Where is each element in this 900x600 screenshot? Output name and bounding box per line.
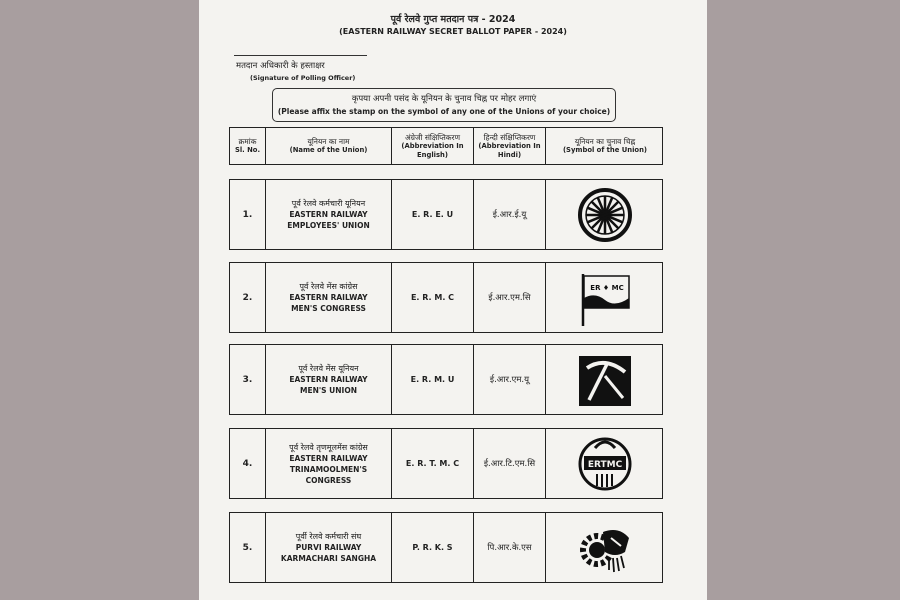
svg-text:ERTMC: ERTMC xyxy=(587,459,623,470)
table-row xyxy=(229,179,663,250)
signature-label-english: (Signature of Polling Officer) xyxy=(250,74,356,82)
abbr-english: P. R. K. S xyxy=(412,543,453,552)
union-name: पूर्वी रेलवे कर्मचारी संघ PURVI RAILWAY KARMACHARI SANGHA xyxy=(266,513,392,582)
table-header xyxy=(229,127,663,165)
wheel-symbol-icon[interactable] xyxy=(575,185,635,245)
flag-symbol-icon[interactable] xyxy=(575,268,635,328)
abbr-english: E. R. T. M. C xyxy=(405,459,460,468)
instruction-box xyxy=(272,88,616,122)
union-name: पूर्व रेलवे कर्मचारी यूनियन EASTERN RAILWAY EMPLOYEES' UNION xyxy=(266,180,392,249)
header-abbr-english: अंग्रेजी संक्षिप्तिकरण (Abbreviation In English) xyxy=(392,128,474,164)
table-row xyxy=(229,512,663,583)
abbr-english: E. R. M. C xyxy=(410,293,455,302)
symbol-cell[interactable] xyxy=(546,180,664,249)
union-name: पूर्व रेलवे तृणमूलमेंस कांग्रेस EASTERN RAILWAY TRINAMOOLMEN'S CONGRESS xyxy=(266,429,392,498)
header-union-name: यूनियन का नाम (Name of the Union) xyxy=(266,128,392,164)
serial-number: 3. xyxy=(242,374,253,385)
serial-number: 1. xyxy=(242,209,253,220)
abbr-english: E. R. E. U xyxy=(411,210,454,219)
table-row xyxy=(229,344,663,415)
table-row xyxy=(229,428,663,499)
table-row xyxy=(229,262,663,333)
pickaxe-symbol-icon[interactable] xyxy=(575,350,635,410)
svg-text:ER ♦ MC: ER ♦ MC xyxy=(590,283,624,292)
signature-label-hindi: मतदान अधिकारी के हस्ताक्षर xyxy=(236,61,325,71)
ballot-paper xyxy=(199,0,707,600)
union-name: पूर्व रेलवे मेंस कांग्रेस EASTERN RAILWAY MEN'S CONGRESS xyxy=(266,263,392,332)
abbr-hindi: पि.आर.के.एस xyxy=(487,543,532,553)
ballot-title-hindi: पूर्व रेलवे गुप्त मतदान पत्र - 2024 xyxy=(390,14,516,25)
symbol-cell[interactable] xyxy=(546,263,664,332)
abbr-english: E. R. M. U xyxy=(410,375,455,384)
header-symbol: यूनियन का चुनाव चिह्न (Symbol of the Union) xyxy=(562,137,648,154)
abbr-hindi: ई.आर.ई.यू xyxy=(492,210,527,220)
symbol-cell[interactable] xyxy=(546,513,664,582)
union-name: पूर्व रेलवे मेंस यूनियन EASTERN RAILWAY MEN'S UNION xyxy=(266,345,392,414)
gear-hand-symbol-icon[interactable] xyxy=(575,518,635,578)
ballot-title-english: (EASTERN RAILWAY SECRET BALLOT PAPER - 2024) xyxy=(339,27,567,36)
instruction-english: (Please affix the stamp on the symbol of any one of the Unions of your choice) xyxy=(277,107,611,116)
serial-number: 2. xyxy=(242,292,253,303)
header-abbr-hindi: हिन्दी संक्षिप्तिकरण (Abbreviation In Hindi) xyxy=(474,128,546,164)
symbol-cell[interactable] xyxy=(546,345,664,414)
ertmc-symbol-icon[interactable] xyxy=(575,434,635,494)
instruction-hindi: कृपया अपनी पसंद के यूनियन के चुनाव चिह्न पर मोहर लगाएं xyxy=(351,94,537,104)
header-sl-no: क्रमांक Sl. No. xyxy=(230,128,266,164)
serial-number: 5. xyxy=(242,542,253,553)
abbr-hindi: ई.आर.एम.सि xyxy=(488,293,531,303)
symbol-cell[interactable] xyxy=(546,429,664,498)
serial-number: 4. xyxy=(242,458,253,469)
signature-line xyxy=(234,55,367,56)
abbr-hindi: ई.आर.एम.यू xyxy=(489,375,530,385)
abbr-hindi: ई.आर.टि.एम.सि xyxy=(483,459,536,469)
